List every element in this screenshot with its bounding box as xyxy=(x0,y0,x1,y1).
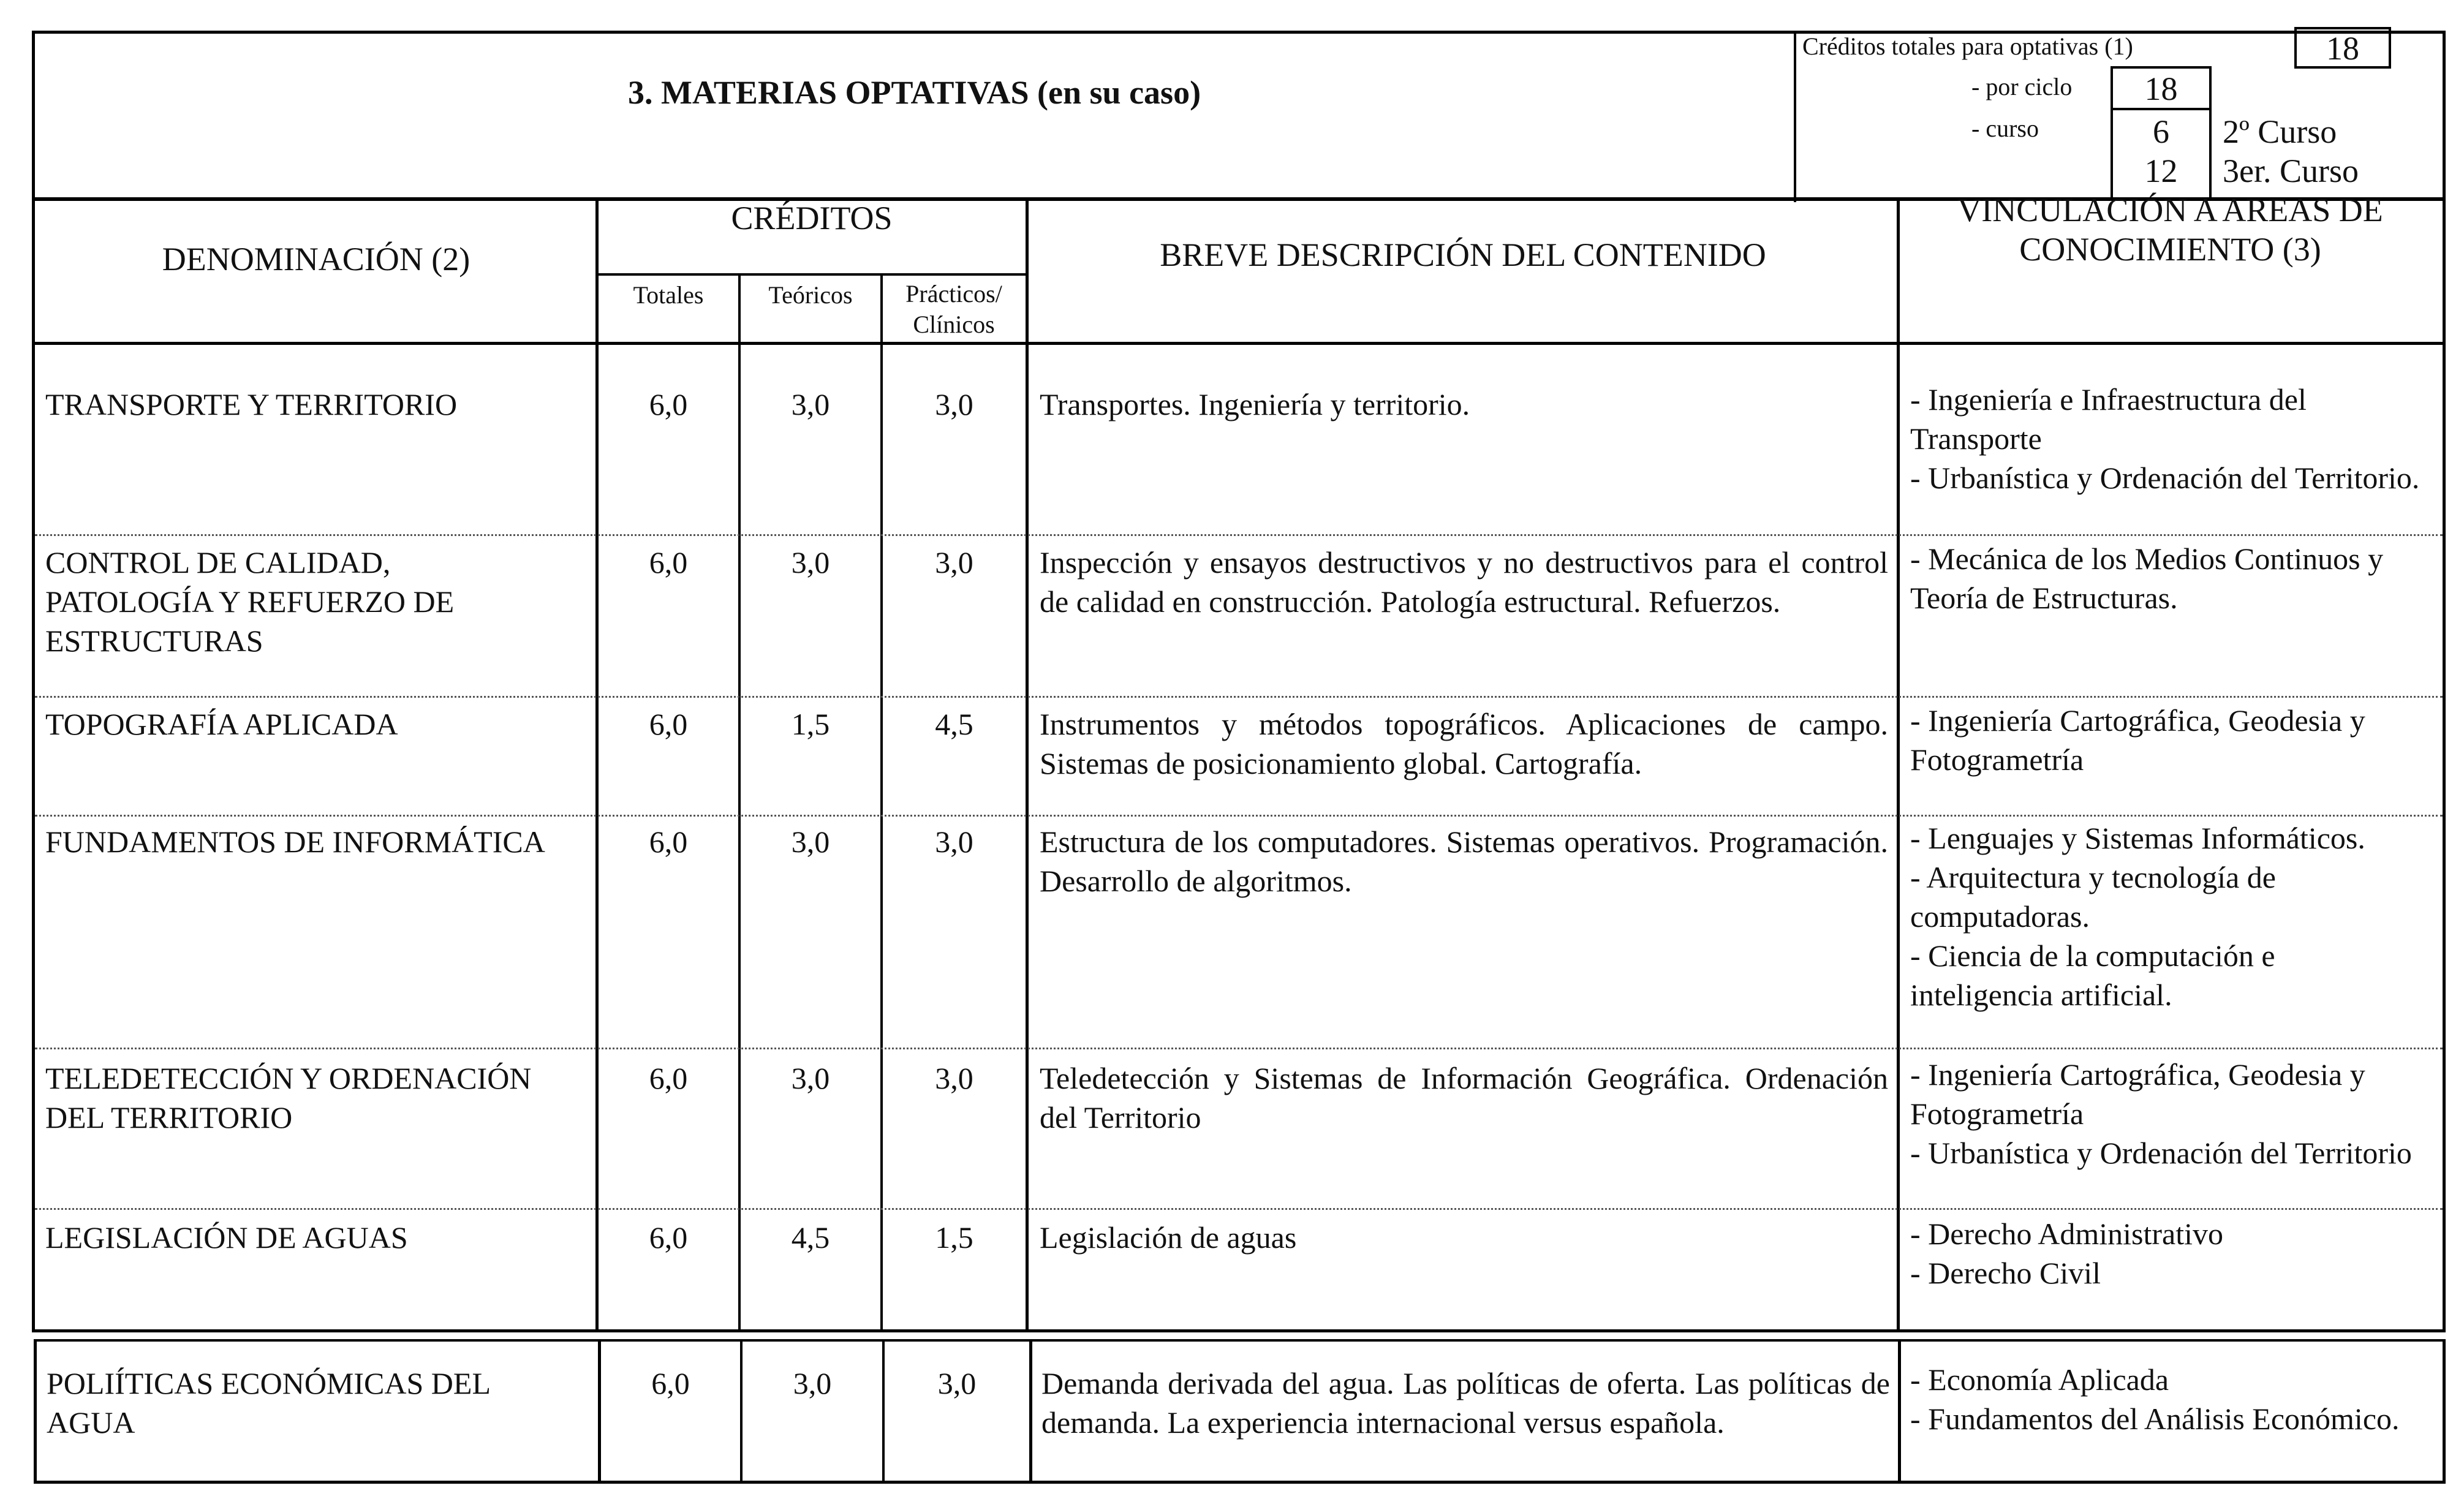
col-practicos-1: Prácticos/ xyxy=(905,280,1002,308)
cont-sep-1 xyxy=(598,1339,601,1484)
col-practicos-2: Clínicos xyxy=(913,311,995,338)
row-3-areas: - Ingeniería Cartográfica, Geodesia y Fotogrametría xyxy=(1910,703,2365,777)
col-denominacion: DENOMINACIÓN (2) xyxy=(162,241,471,278)
row-1-description: Transportes. Ingeniería y territorio. xyxy=(1040,387,1470,421)
row-4-teoricos: 3,0 xyxy=(791,825,830,859)
sep-name-credits xyxy=(595,197,599,1332)
row-7-practicos: 3,0 xyxy=(937,1366,977,1400)
row-6-practicos: 1,5 xyxy=(935,1220,973,1255)
cont-bottom-border xyxy=(34,1481,2446,1484)
row-7-areas: - Economía Aplicada - Fundamentos del Análisis Económico. xyxy=(1910,1362,2400,1436)
header-right-border xyxy=(2443,31,2446,202)
col-teoricos: Teóricos xyxy=(768,281,853,309)
row-5-teoricos: 3,0 xyxy=(791,1061,830,1095)
por-ciclo-label: - por ciclo xyxy=(1971,73,2073,100)
curso-2-value: 6 xyxy=(2153,113,2169,150)
row-5-name: TELEDETECCIÓN Y ORDENACIÓN DEL TERRITORIO xyxy=(45,1061,532,1135)
cont-left-border xyxy=(34,1339,37,1484)
curso-2-label: 2º Curso xyxy=(2223,113,2337,150)
cont-sep-2 xyxy=(740,1339,743,1484)
row-4-practicos: 3,0 xyxy=(935,825,973,859)
row-separator xyxy=(35,1208,2443,1210)
sep-totales-teoricos xyxy=(738,273,741,1332)
row-3-totales: 6,0 xyxy=(649,707,688,741)
cont-sep-5 xyxy=(1898,1339,1901,1484)
row-1-areas: - Ingeniería e Infraestructura del Transporte - Urbanística y Ordenación del Territorio. xyxy=(1910,382,2420,495)
row-5-description: Teledetección y Sistemas de Información Geográfica. Ordenación del Territorio xyxy=(1040,1061,1888,1135)
column-header-bottom xyxy=(32,342,2446,345)
credits-box-sep xyxy=(2111,108,2212,110)
row-7-name: POLIÍTICAS ECONÓMICAS DEL AGUA xyxy=(47,1366,491,1440)
cont-sep-3 xyxy=(882,1339,885,1484)
row-3-teoricos: 1,5 xyxy=(791,707,830,741)
cont-right-border xyxy=(2443,1339,2446,1484)
cont-sep-4 xyxy=(1029,1339,1032,1484)
row-1-practicos: 3,0 xyxy=(935,387,973,421)
sep-teoricos-practicos xyxy=(880,273,883,1332)
curso-3-label: 3er. Curso xyxy=(2223,153,2359,189)
row-6-areas: - Derecho Administrativo - Derecho Civil xyxy=(1910,1217,2223,1290)
row-7-totales: 6,0 xyxy=(651,1366,690,1400)
header-left-border xyxy=(32,31,35,202)
row-4-areas: - Lenguajes y Sistemas Informáticos. - Arquitectura y tecnología de computadoras. - Ciencia de la computación e inteligencia artificial. xyxy=(1910,821,2365,1012)
credits-total-value: 18 xyxy=(2326,30,2359,67)
por-ciclo-value: 18 xyxy=(2144,70,2178,107)
row-4-name: FUNDAMENTOS DE INFORMÁTICA xyxy=(45,825,545,859)
row-6-totales: 6,0 xyxy=(649,1220,688,1255)
curso-label: - curso xyxy=(1971,115,2039,142)
row-5-areas: - Ingeniería Cartográfica, Geodesia y Fotogrametría - Urbanística y Ordenación del Territorio xyxy=(1910,1057,2412,1170)
row-1-totales: 6,0 xyxy=(649,387,688,421)
row-6-name: LEGISLACIÓN DE AGUAS xyxy=(45,1220,408,1255)
row-2-description: Inspección y ensayos destructivos y no destructivos para el control de calidad en construcción. Patología estructural. Refuerzos. xyxy=(1040,545,1888,619)
col-creditos: CRÉDITOS xyxy=(731,200,893,236)
row-3-name: TOPOGRAFÍA APLICADA xyxy=(45,707,398,741)
row-6-teoricos: 4,5 xyxy=(791,1220,830,1255)
row-separator xyxy=(35,534,2443,536)
row-3-practicos: 4,5 xyxy=(935,707,973,741)
table-right-border xyxy=(2443,197,2446,1332)
page-title: 3. MATERIAS OPTATIVAS (en su caso) xyxy=(627,74,1201,111)
col-descripcion: BREVE DESCRIPCIÓN DEL CONTENIDO xyxy=(1160,236,1766,273)
curso-3-value: 12 xyxy=(2144,153,2178,189)
row-2-teoricos: 3,0 xyxy=(791,545,830,580)
row-4-totales: 6,0 xyxy=(649,825,688,859)
row-separator xyxy=(35,815,2443,817)
row-7-description: Demanda derivada del agua. Las políticas de oferta. Las políticas de demanda. La experiencia internacional versus española. xyxy=(1041,1366,1890,1440)
row-2-name: CONTROL DE CALIDAD, PATOLOGÍA Y REFUERZO DE ESTRUCTURAS xyxy=(45,545,455,658)
row-2-totales: 6,0 xyxy=(649,545,688,580)
header-divider xyxy=(1794,31,1796,202)
row-5-totales: 6,0 xyxy=(649,1061,688,1095)
sep-credits-desc xyxy=(1026,197,1029,1332)
col-vinculacion-2: CONOCIMIENTO (3) xyxy=(2019,231,2321,268)
row-separator xyxy=(35,696,2443,698)
row-1-teoricos: 3,0 xyxy=(791,387,830,421)
cont-top-border xyxy=(34,1339,2446,1342)
credits-total-label: Créditos totales para optativas (1) xyxy=(1802,32,2133,60)
row-7-teoricos: 3,0 xyxy=(793,1366,832,1400)
creditos-subheader-line xyxy=(597,273,1026,276)
table-bottom-border xyxy=(32,1329,2446,1332)
row-2-areas: - Mecánica de los Medios Continuos y Teoría de Estructuras. xyxy=(1910,542,2384,615)
table-left-border xyxy=(32,197,35,1332)
col-vinculacion-1: VINCULACIÓN A AREAS DE xyxy=(1957,192,2383,228)
row-separator xyxy=(35,1048,2443,1049)
col-totales: Totales xyxy=(633,281,704,309)
row-6-description: Legislación de aguas xyxy=(1040,1220,1297,1255)
row-4-description: Estructura de los computadores. Sistemas operativos. Programación. Desarrollo de algoritmos. xyxy=(1040,825,1888,898)
row-3-description: Instrumentos y métodos topográficos. Aplicaciones de campo. Sistemas de posicionamiento global. Cartografía. xyxy=(1040,707,1888,780)
sep-desc-areas xyxy=(1897,197,1900,1332)
row-2-practicos: 3,0 xyxy=(935,545,973,580)
row-1-name: TRANSPORTE Y TERRITORIO xyxy=(45,387,458,421)
row-5-practicos: 3,0 xyxy=(935,1061,973,1095)
